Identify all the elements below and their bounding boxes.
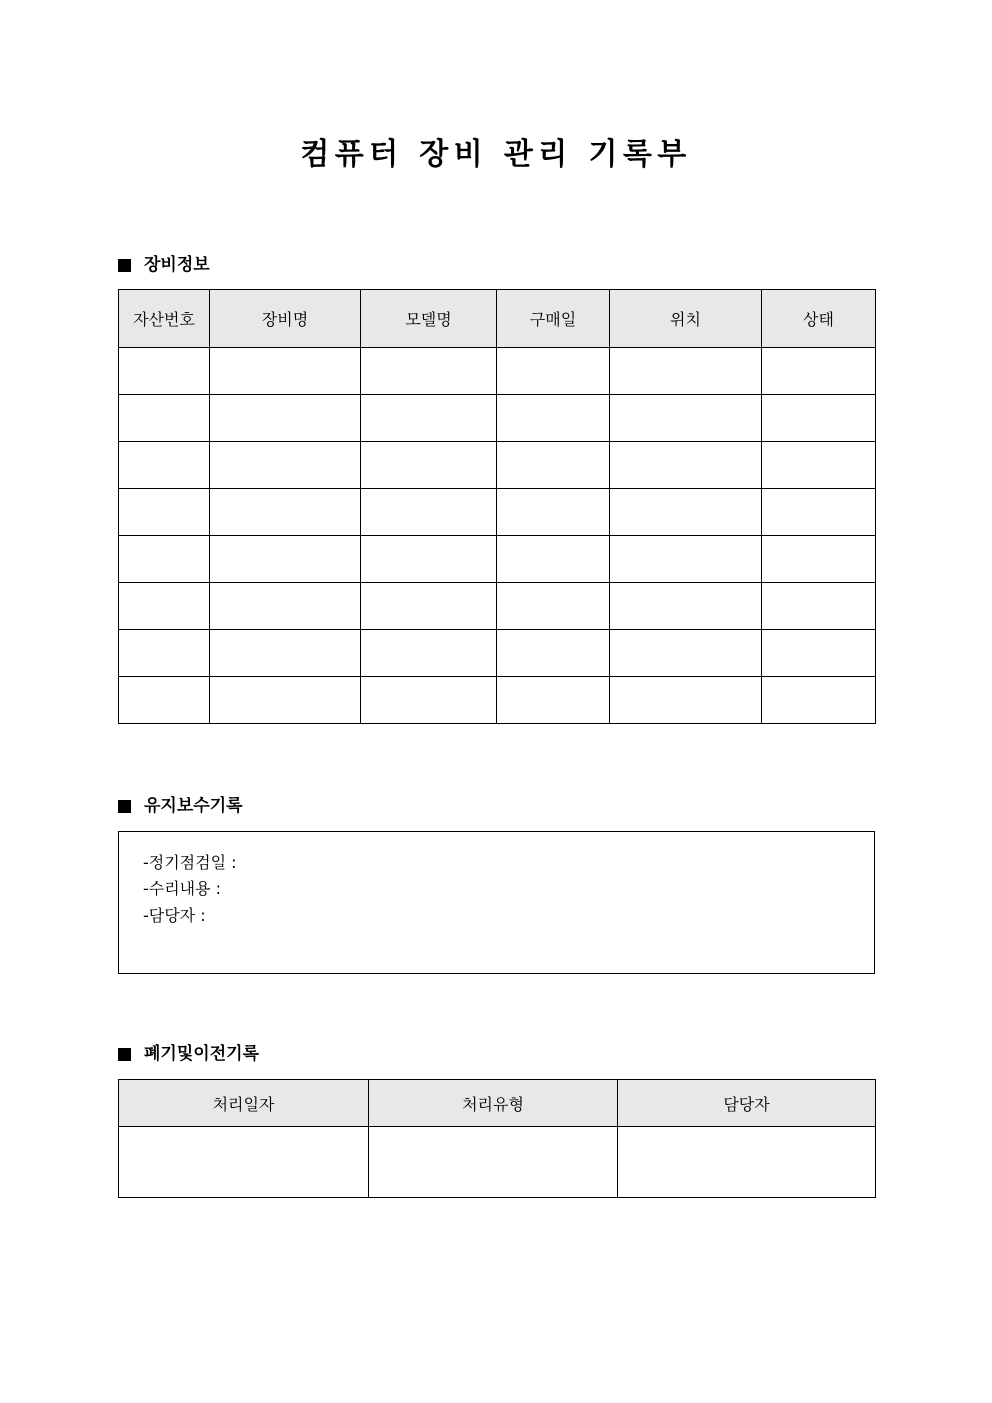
column-header-person-in-charge: 담당자 — [618, 1080, 876, 1127]
square-bullet-icon — [118, 800, 131, 813]
table-cell[interactable] — [610, 630, 762, 677]
table-cell[interactable] — [497, 489, 610, 536]
equipment-header-row — [119, 290, 876, 348]
table-cell[interactable] — [210, 348, 361, 395]
table-cell[interactable] — [497, 395, 610, 442]
repair-details-line: -수리내용 : — [143, 879, 222, 898]
table-cell[interactable] — [369, 1127, 618, 1198]
column-header-purchase-date: 구매일 — [497, 290, 610, 348]
table-cell[interactable] — [119, 395, 210, 442]
table-cell[interactable] — [361, 677, 497, 724]
table-cell[interactable] — [762, 630, 876, 677]
table-cell[interactable] — [762, 348, 876, 395]
page-title: 컴퓨터 장비 관리 기록부 — [300, 137, 692, 172]
table-cell[interactable] — [361, 489, 497, 536]
disposal-heading-label: 폐기및이전기록 — [144, 1044, 259, 1064]
table-cell[interactable] — [610, 536, 762, 583]
table-cell[interactable] — [210, 583, 361, 630]
table-cell[interactable] — [361, 395, 497, 442]
table-cell[interactable] — [210, 677, 361, 724]
equipment-table — [118, 289, 876, 724]
equipment-section-heading — [118, 251, 210, 279]
table-cell[interactable] — [497, 442, 610, 489]
table-row — [119, 583, 876, 630]
table-cell[interactable] — [210, 489, 361, 536]
table-cell[interactable] — [210, 630, 361, 677]
table-row — [119, 1127, 876, 1198]
square-bullet-icon — [118, 259, 131, 272]
disposal-header-row — [119, 1080, 876, 1127]
column-header-asset-number: 자산번호 — [119, 290, 210, 348]
column-header-model-name: 모델명 — [361, 290, 497, 348]
disposal-table — [118, 1079, 876, 1198]
table-row — [119, 630, 876, 677]
table-row — [119, 677, 876, 724]
column-header-location: 위치 — [610, 290, 762, 348]
column-header-processing-type: 처리유형 — [369, 1080, 618, 1127]
column-header-equipment-name: 장비명 — [210, 290, 361, 348]
table-row — [119, 442, 876, 489]
table-cell[interactable] — [762, 395, 876, 442]
table-cell[interactable] — [610, 677, 762, 724]
table-cell[interactable] — [119, 489, 210, 536]
table-row — [119, 489, 876, 536]
equipment-heading-label: 장비정보 — [144, 255, 210, 275]
table-cell[interactable] — [361, 348, 497, 395]
maintenance-record-box[interactable] — [118, 831, 875, 974]
table-cell[interactable] — [119, 442, 210, 489]
table-cell[interactable] — [618, 1127, 876, 1198]
table-cell[interactable] — [762, 489, 876, 536]
table-cell[interactable] — [361, 536, 497, 583]
table-cell[interactable] — [497, 536, 610, 583]
table-cell[interactable] — [610, 583, 762, 630]
column-header-processing-date: 처리일자 — [119, 1080, 369, 1127]
square-bullet-icon — [118, 1048, 131, 1061]
table-cell[interactable] — [610, 442, 762, 489]
table-cell[interactable] — [610, 348, 762, 395]
disposal-section-heading — [118, 1040, 259, 1068]
table-row — [119, 395, 876, 442]
table-row — [119, 536, 876, 583]
table-cell[interactable] — [762, 536, 876, 583]
table-row — [119, 348, 876, 395]
table-cell[interactable] — [762, 677, 876, 724]
table-cell[interactable] — [119, 536, 210, 583]
table-cell[interactable] — [361, 630, 497, 677]
table-cell[interactable] — [497, 677, 610, 724]
table-cell[interactable] — [762, 583, 876, 630]
maintenance-heading-label: 유지보수기록 — [144, 796, 243, 816]
table-cell[interactable] — [361, 583, 497, 630]
maintenance-section-heading — [118, 792, 243, 820]
table-cell[interactable] — [119, 630, 210, 677]
table-cell[interactable] — [210, 395, 361, 442]
table-cell[interactable] — [210, 442, 361, 489]
table-cell[interactable] — [119, 583, 210, 630]
table-cell[interactable] — [610, 395, 762, 442]
table-cell[interactable] — [497, 583, 610, 630]
table-cell[interactable] — [497, 348, 610, 395]
table-cell[interactable] — [361, 442, 497, 489]
table-cell[interactable] — [497, 630, 610, 677]
table-cell[interactable] — [119, 1127, 369, 1198]
person-in-charge-line: -담당자 : — [143, 906, 206, 925]
column-header-status: 상태 — [762, 290, 876, 348]
table-cell[interactable] — [119, 348, 210, 395]
table-cell[interactable] — [762, 442, 876, 489]
table-cell[interactable] — [119, 677, 210, 724]
inspection-date-line: -정기점검일 : — [143, 853, 237, 872]
table-cell[interactable] — [610, 489, 762, 536]
table-cell[interactable] — [210, 536, 361, 583]
